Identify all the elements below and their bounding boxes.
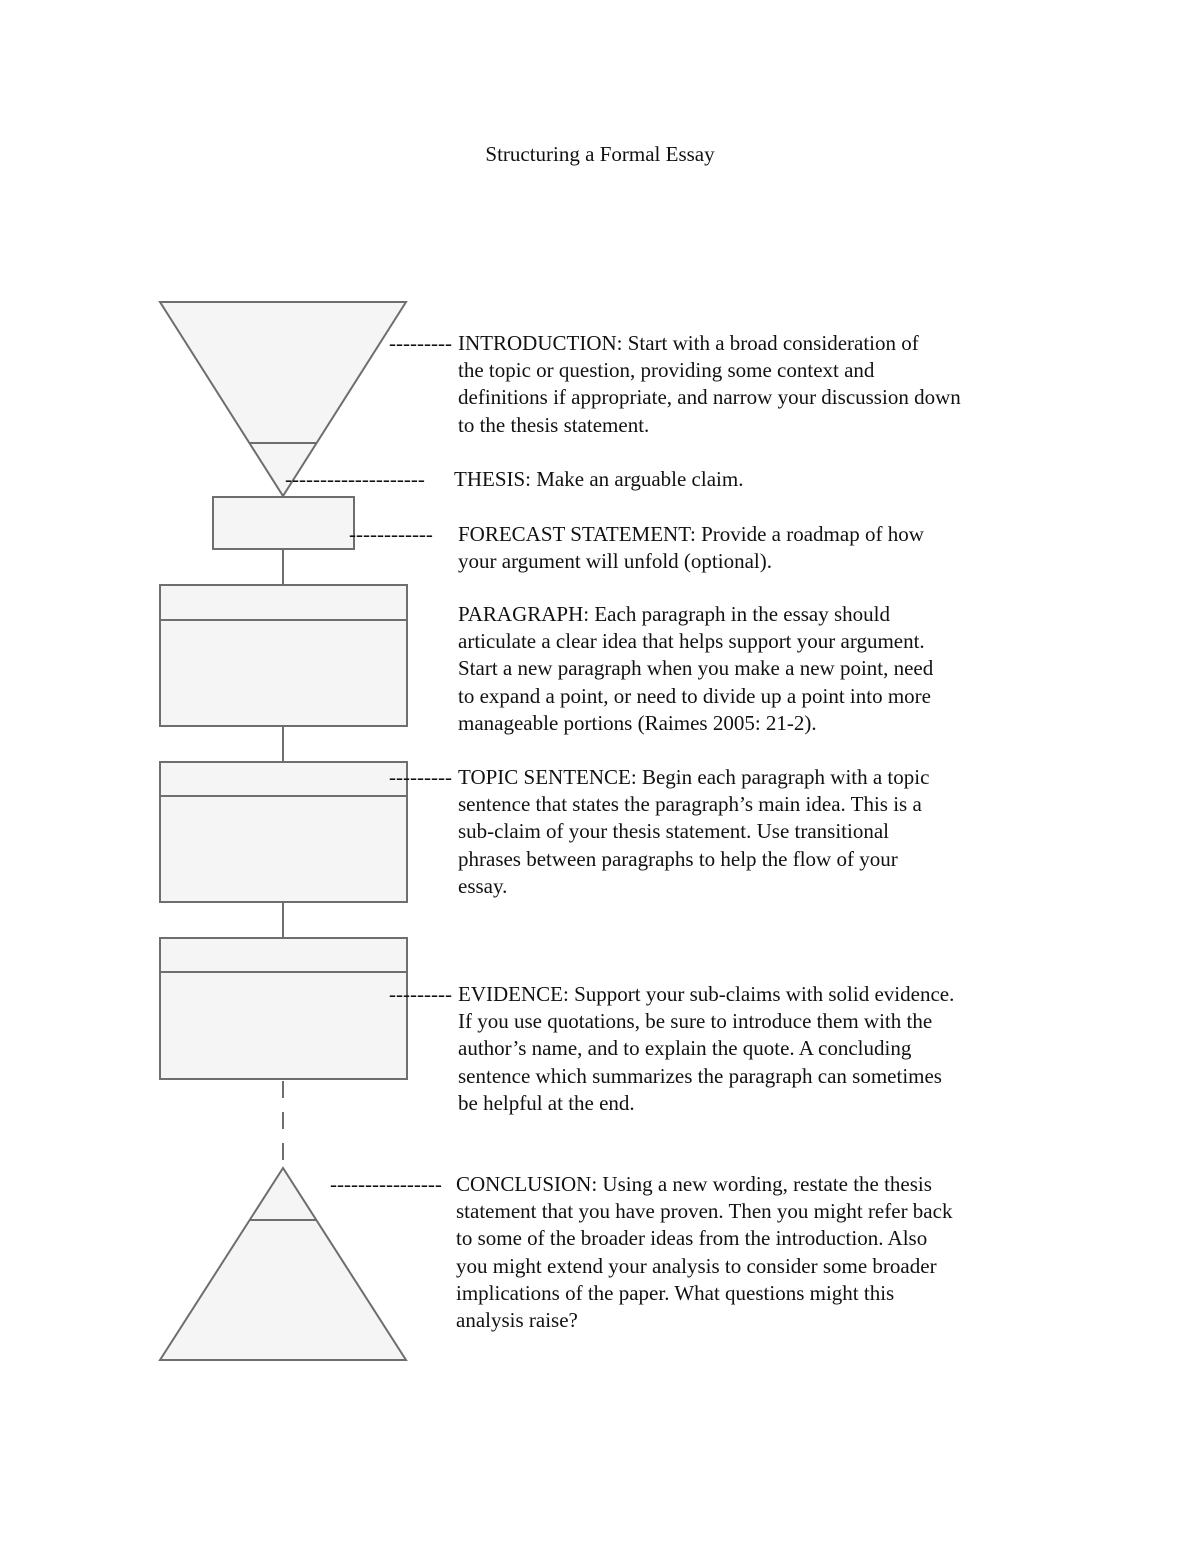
paragraph-block-3 (160, 938, 407, 1079)
introduction-leader: --------- (389, 331, 452, 355)
thesis-text: THESIS: Make an arguable claim. (454, 467, 744, 491)
thesis-leader: -------------------- (285, 467, 425, 491)
conclusion-text: CONCLUSION: Using a new wording, restate the thesis statement that you have proven. Then you might refer back to some of the broader ideas from the introduction. Also you might extend your analysis to consider some broader implications of the paper. What questions might this analysis raise? (456, 1172, 953, 1333)
paragraph-text: PARAGRAPH: Each paragraph in the essay should articulate a clear idea that helps support your argument. Start a new paragraph when you make a new point, need to expand a point, or need to divide up a point into more manageable portions (Raimes 2005: 21-2). (458, 602, 934, 735)
paragraph-block-1 (160, 585, 407, 726)
introduction-text: INTRODUCTION: Start with a broad consideration of the topic or question, providing some context and definitions if appropriate, and narrow your discussion down to the thesis statement. (458, 331, 961, 437)
forecast-text: FORECAST STATEMENT: Provide a roadmap of how your argument will unfold (optional). (458, 522, 924, 574)
forecast-box (213, 497, 354, 549)
paragraph-block-2 (160, 762, 407, 902)
topic-sentence-text: TOPIC SENTENCE: Begin each paragraph with a topic sentence that states the paragraph’s main idea. This is a sub-claim of your thesis statement. Use transitional phrases between paragraphs to help the flow of your essay. (458, 765, 930, 898)
evidence-leader: --------- (389, 982, 452, 1006)
evidence-text: EVIDENCE: Support your sub-claims with solid evidence. If you use quotations, be sure to introduce them with the author’s name, and to explain the quote. A concluding sentence which summarizes the paragraph can sometimes be helpful at the end. (458, 982, 955, 1115)
page-title: Structuring a Formal Essay (485, 142, 715, 166)
forecast-leader: ------------ (349, 522, 433, 546)
topic-sentence-leader: --------- (389, 765, 452, 789)
conclusion-leader: ---------------- (330, 1172, 442, 1196)
